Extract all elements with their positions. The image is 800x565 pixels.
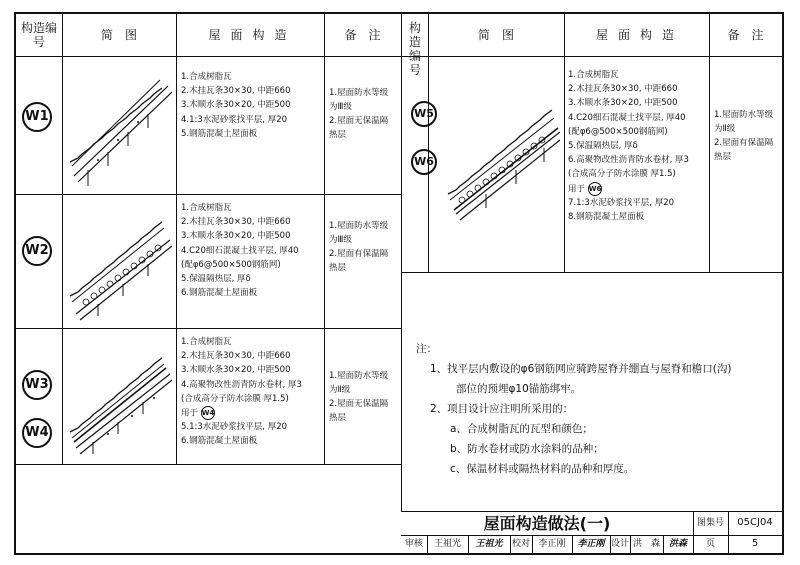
layer-item: 8.钢筋混凝土屋面板	[568, 211, 645, 222]
code-badge-w1: W1	[22, 102, 52, 132]
layer-use-line	[181, 406, 302, 420]
remark-line: 1.屋面防水等级	[329, 88, 389, 98]
grid-line	[401, 56, 782, 57]
layer-item: 2.木挂瓦条30×30, 中距660	[568, 84, 678, 95]
roof-section-sketch-w34	[68, 338, 172, 458]
drawing-sheet	[14, 12, 784, 555]
page-label: 页	[705, 539, 715, 549]
remark-line: 2.屋面有保温隔	[714, 138, 774, 148]
layer-item: 3.木顺水条30×20, 中距500	[181, 100, 291, 111]
center-divider	[401, 14, 402, 511]
checker-signature: 李正刚	[577, 539, 605, 549]
layer-item: 1.合成树脂瓦	[181, 72, 232, 82]
header-construction-right: 屋面构造	[595, 28, 684, 42]
remark-line: 热层	[329, 263, 347, 273]
header-remark: 备 注	[344, 28, 381, 42]
layer-list-w1	[181, 70, 291, 141]
remark-line: 热层	[329, 130, 347, 140]
mini-code-badge: W6	[588, 182, 602, 196]
layer-item: 3.木顺水条30×20, 中距500	[568, 98, 678, 109]
layer-list-w2	[181, 201, 299, 300]
remark-w56	[714, 108, 784, 164]
layer-item: 4.高聚物改性沥青防水卷材, 厚3	[181, 379, 302, 390]
layer-item: (配φ6@500×500钢筋网)	[568, 126, 668, 137]
notes-block	[416, 339, 731, 479]
layer-item: 2.木挂瓦条30×30, 中距660	[181, 86, 291, 97]
grid-line	[428, 14, 429, 272]
atlas-number: 05CJ04	[737, 517, 773, 528]
designer-name: 洪 森	[632, 539, 660, 549]
mini-code-badge: W4	[201, 406, 215, 420]
header-sketch-right: 简 图	[477, 28, 514, 42]
header-code: 构造编号	[20, 21, 57, 49]
header-construction: 屋面构造	[208, 28, 297, 42]
layer-item: 6.钢筋混凝土屋面板	[181, 288, 258, 299]
grid-line	[16, 194, 401, 195]
remark-line: 热层	[329, 413, 347, 423]
layer-item: (配φ6@500×500钢筋网)	[181, 259, 281, 270]
reviewer-signature: 王祖光	[475, 539, 503, 549]
checker-name: 李正刚	[538, 539, 566, 549]
grid-line	[324, 14, 325, 464]
layer-item: 1.合成树脂瓦	[568, 70, 619, 80]
design-label: 设计	[610, 539, 629, 549]
layer-item: 7.1:3水泥砂浆找平层, 厚20	[568, 197, 675, 208]
layer-use-line	[568, 182, 689, 196]
grid-line	[709, 14, 710, 272]
layer-use-prefix: 用于	[568, 184, 586, 194]
remark-w34	[329, 369, 399, 425]
grid-line	[401, 272, 782, 273]
note-item: a、合成树脂瓦的瓦型和颜色；	[450, 423, 593, 435]
code-badge-w3: W3	[22, 370, 52, 400]
header-sketch: 简 图	[100, 28, 137, 42]
layer-item: 6.钢筋混凝土屋面板	[181, 436, 258, 447]
layer-item: 2.木挂瓦条30×30, 中距660	[181, 217, 291, 228]
layer-item: 4.C20细石混凝土找平层, 厚40	[568, 112, 686, 123]
remark-line: 1.屋面防水等级	[329, 371, 389, 381]
layer-item: 5.保温隔热层, 厚δ	[568, 140, 638, 151]
roof-section-sketch-w56	[446, 94, 560, 222]
remark-line: 2.屋面有保温隔	[329, 249, 389, 259]
code-badge-w2: W2	[22, 236, 52, 266]
layer-item: 5.钢筋混凝土屋面板	[181, 128, 258, 139]
notes-heading: 注：	[416, 343, 437, 355]
layer-item: 1.合成树脂瓦	[181, 337, 232, 347]
layer-item: 5.保温隔热层, 厚δ	[181, 273, 251, 284]
layer-item: (合成高分子防水涂膜 厚1.5)	[568, 169, 676, 180]
remark-line: 2.屋面无保温隔	[329, 116, 389, 126]
layer-item: 4.C20细石混凝土找平层, 厚40	[181, 245, 299, 256]
note-item: c、保温材料或隔热材料的品种和厚度。	[450, 463, 635, 475]
reviewer-name: 王祖光	[433, 539, 461, 549]
page-number: 5	[751, 538, 759, 549]
grid-line	[16, 464, 401, 465]
remark-line: 热层	[714, 152, 732, 162]
grid-line	[16, 56, 401, 57]
note-item: 部位的预埋φ10锚筋绑牢。	[456, 383, 582, 395]
layer-item: 3.木顺水条30×20, 中距500	[181, 231, 291, 242]
remark-line: 1.屋面防水等级	[714, 110, 774, 120]
remark-w2	[329, 219, 399, 275]
grid-line	[62, 14, 63, 464]
remark-line: 为Ⅲ级	[329, 102, 352, 112]
note-item: 2、项目设计应注明所采用的：	[430, 403, 574, 415]
remark-line: 为Ⅲ级	[329, 235, 352, 245]
layer-item: 2.木挂瓦条30×30, 中距660	[181, 351, 291, 362]
atlas-label: 图集号	[696, 518, 724, 528]
remark-line: 为Ⅱ级	[329, 385, 351, 395]
review-label: 审核	[404, 539, 423, 549]
grid-line	[564, 14, 565, 272]
layer-list-w34	[181, 335, 302, 449]
roof-section-sketch-w1	[68, 66, 172, 188]
code-badge-w5: W5	[411, 101, 437, 127]
remark-w1	[329, 86, 399, 142]
check-label: 校对	[511, 539, 530, 549]
layer-item: 4.1:3水泥砂浆找平层, 厚20	[181, 114, 288, 125]
layer-item: 1.合成树脂瓦	[181, 203, 232, 213]
grid-line	[16, 328, 401, 329]
note-item: 1、找平层内敷设的φ6钢筋网应骑跨屋脊并绷直与屋脊和檐口(沟)	[430, 363, 732, 375]
header-remark-right: 备 注	[727, 28, 764, 42]
layer-use-prefix: 用于	[181, 408, 199, 419]
note-item: b、防水卷材或防水涂料的品种；	[450, 443, 604, 455]
layer-item: (合成高分子防水涂膜 厚1.5)	[181, 393, 289, 404]
title-block-top	[401, 511, 782, 512]
header-code-right: 构造编号	[408, 21, 421, 77]
layer-item: 6.高聚物改性沥青防水卷材, 厚3	[568, 155, 689, 166]
remark-line: 1.屋面防水等级	[329, 221, 389, 231]
remark-line: 为Ⅱ级	[714, 124, 736, 134]
roof-section-sketch-w2	[68, 204, 172, 322]
drawing-title: 屋面构造做法(一)	[483, 514, 611, 533]
layer-list-w56	[568, 68, 689, 224]
code-badge-w4: W4	[22, 418, 52, 448]
layer-item: 3.木顺水条30×20, 中距500	[181, 365, 291, 376]
grid-line	[176, 14, 177, 464]
designer-signature: 洪森	[668, 539, 687, 549]
code-badge-w6: W6	[411, 149, 437, 175]
remark-line: 2.屋面无保温隔	[329, 399, 389, 409]
layer-item: 5.1:3水泥砂浆找平层, 厚20	[181, 422, 288, 433]
